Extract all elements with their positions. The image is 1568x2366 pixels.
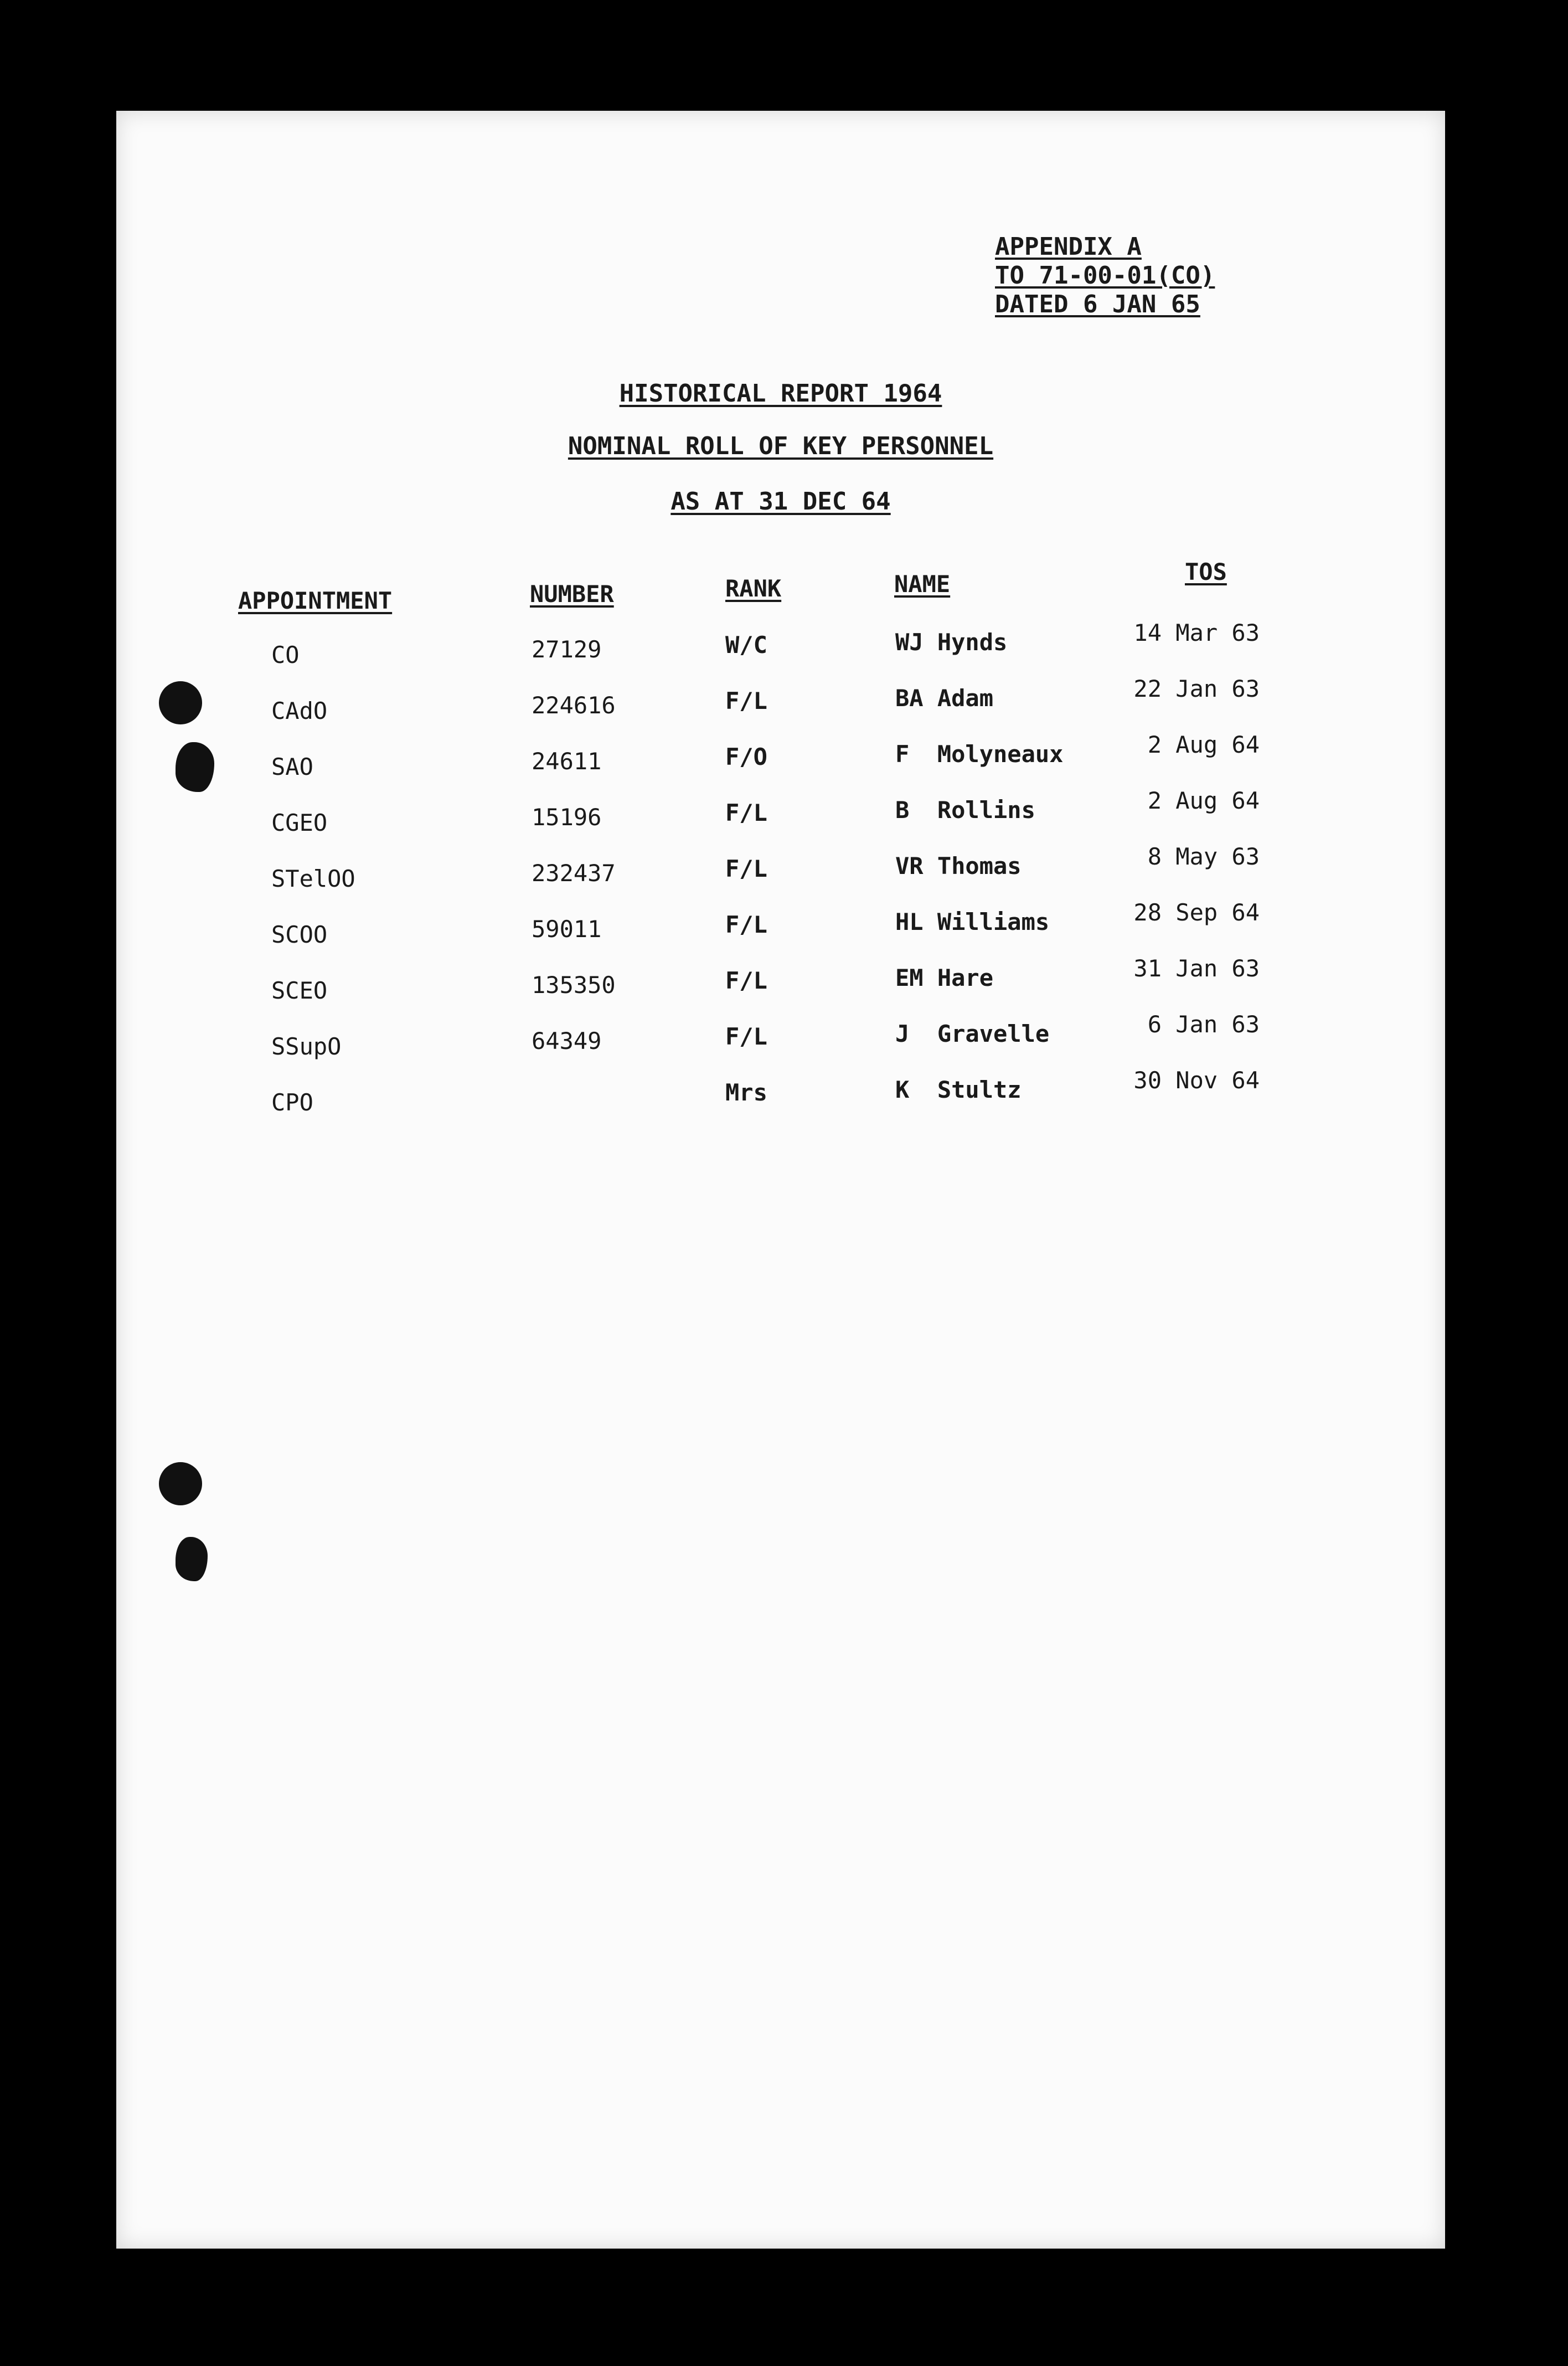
column-header-appointment: APPOINTMENT [238, 587, 393, 614]
cell-number: 135350 [532, 971, 616, 999]
cell-rank: F/L [725, 687, 767, 714]
cell-tos: 2 Aug 64 [1147, 787, 1260, 814]
appendix-line-2: TO 71-00-01(CO) [995, 261, 1215, 290]
cell-number: 64349 [532, 1027, 602, 1055]
cell-appointment: CPO [271, 1089, 313, 1116]
table-row [116, 675, 1445, 732]
cell-appointment: CAdO [271, 697, 328, 724]
table-row [116, 787, 1445, 843]
punch-hole-bottom [159, 1462, 202, 1505]
table-row [116, 731, 1445, 788]
cell-number: 59011 [532, 915, 602, 943]
report-subtitle: NOMINAL ROLL OF KEY PERSONNEL [568, 432, 994, 460]
cell-rank: W/C [725, 631, 767, 659]
cell-number: 24611 [532, 748, 602, 775]
cell-appointment: CGEO [271, 809, 328, 836]
cell-rank: F/L [725, 911, 767, 938]
cell-rank: Mrs [725, 1079, 767, 1106]
cell-number: 15196 [532, 804, 602, 831]
punch-hole-bottom-torn [176, 1537, 208, 1581]
cell-tos: 2 Aug 64 [1147, 731, 1260, 758]
cell-name: B Rollins [895, 796, 1035, 824]
column-header-number: NUMBER [530, 580, 614, 608]
cell-name: F Molyneaux [895, 740, 1064, 768]
column-header-tos: TOS [1185, 558, 1227, 585]
cell-name: HL Williams [895, 908, 1050, 935]
cell-number: 27129 [532, 636, 602, 663]
appendix-line-1: APPENDIX A [995, 233, 1142, 261]
cell-number: 224616 [532, 692, 616, 719]
cell-tos: 31 Jan 63 [1133, 955, 1260, 982]
appendix-reference [995, 233, 1215, 319]
table-row [116, 955, 1445, 1011]
cell-rank: F/L [725, 967, 767, 994]
cell-tos: 28 Sep 64 [1133, 899, 1260, 926]
cell-tos: 22 Jan 63 [1133, 675, 1260, 702]
cell-tos: 6 Jan 63 [1147, 1011, 1260, 1038]
table-row [116, 843, 1445, 899]
cell-appointment: SCOO [271, 921, 328, 948]
cell-appointment: STelOO [271, 865, 355, 892]
cell-rank: F/L [725, 1023, 767, 1050]
cell-tos: 30 Nov 64 [1133, 1067, 1260, 1094]
cell-name: VR Thomas [895, 852, 1022, 879]
cell-name: BA Adam [895, 685, 994, 712]
cell-name: EM Hare [895, 964, 994, 991]
appendix-line-3: DATED 6 JAN 65 [995, 290, 1200, 318]
cell-tos: 8 May 63 [1147, 843, 1260, 870]
column-header-rank: RANK [725, 575, 782, 602]
cell-appointment: SSupO [271, 1033, 342, 1060]
document-page [116, 111, 1445, 2249]
table-row [116, 619, 1445, 676]
report-date: AS AT 31 DEC 64 [670, 487, 891, 516]
cell-name: K Stultz [895, 1076, 1022, 1103]
cell-tos: 14 Mar 63 [1133, 619, 1260, 646]
cell-rank: F/O [725, 743, 767, 770]
cell-name: WJ Hynds [895, 629, 1008, 656]
cell-number: 232437 [532, 860, 616, 887]
report-title: HISTORICAL REPORT 1964 [619, 379, 942, 408]
table-row [116, 1067, 1445, 1123]
cell-appointment: CO [271, 641, 300, 668]
cell-appointment: SAO [271, 753, 313, 780]
cell-rank: F/L [725, 855, 767, 882]
cell-appointment: SCEO [271, 977, 328, 1004]
cell-name: J Gravelle [895, 1020, 1050, 1047]
table-row [116, 1011, 1445, 1067]
table-row [116, 899, 1445, 955]
cell-rank: F/L [725, 799, 767, 826]
column-header-name: NAME [894, 570, 951, 598]
